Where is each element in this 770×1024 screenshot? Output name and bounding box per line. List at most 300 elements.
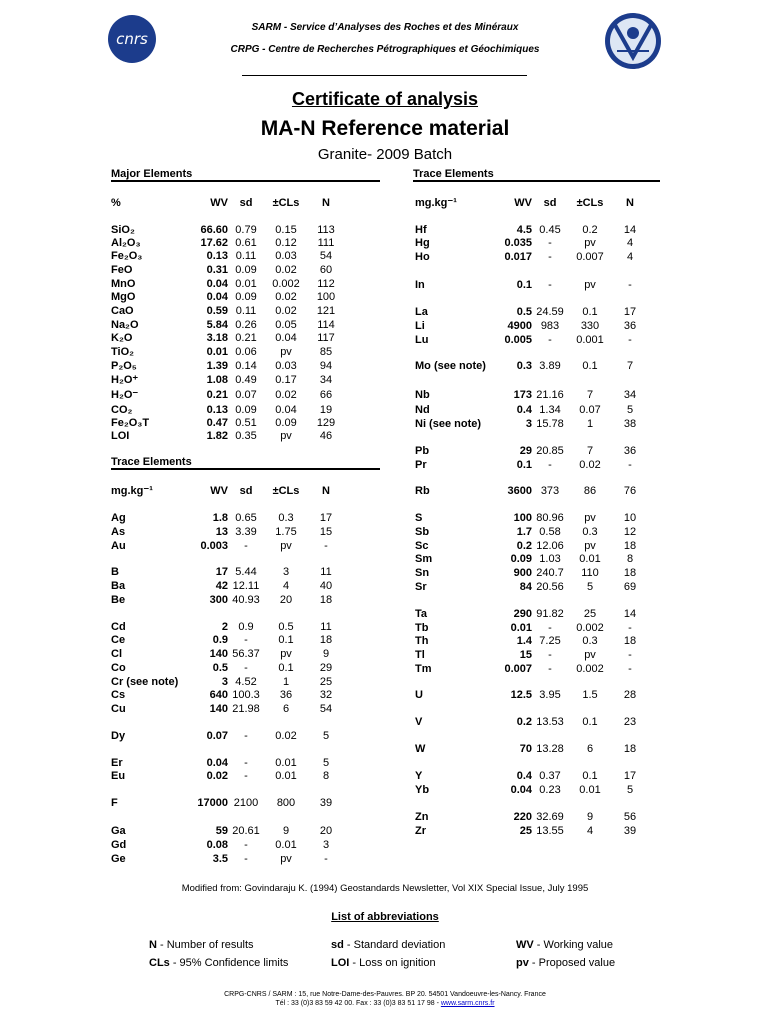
abbreviation-key: WV [516,939,534,951]
standard-deviation: 13.55 [536,825,564,837]
footer [0,990,770,1008]
standard-deviation: 0.26 [235,319,257,331]
number-of-results: - [324,540,328,552]
working-value: 1.4 [516,635,532,647]
number-of-results: 17 [623,306,637,318]
number-of-results: 114 [317,319,335,331]
working-value: 66.60 [200,224,228,236]
number-of-results: 19 [319,404,333,416]
element-name: Co [111,662,126,674]
confidence-limits: 0.5 [278,621,294,633]
element-name: Tm [415,663,432,675]
element-name: LOI [111,430,130,442]
element-name: Sm [415,553,433,565]
column-header-sd: sd [543,197,557,209]
number-of-results: - [628,649,632,661]
column-header-cls: ±CLs [576,197,604,209]
standard-deviation: 983 [540,320,560,332]
element-name: W [415,743,426,755]
standard-deviation: 0.37 [539,770,561,782]
number-of-results: 8 [322,770,330,782]
working-value: 1.82 [206,430,228,442]
number-of-results: 85 [319,346,333,358]
standard-deviation: 32.69 [536,811,564,823]
standard-deviation: - [244,839,248,851]
abbreviation-key: LOI [331,957,350,969]
number-of-results: 113 [317,224,335,236]
element-name: K₂O [111,332,133,344]
working-value: 1.7 [516,526,532,538]
confidence-limits: 0.05 [275,319,297,331]
standard-deviation: 15.78 [536,418,564,430]
number-of-results: 17 [319,512,333,524]
standard-deviation: 1.34 [539,404,561,416]
number-of-results: 11 [320,566,332,578]
number-of-results: 100 [316,291,336,303]
element-name: Ge [111,853,126,865]
confidence-limits: 7 [586,389,594,401]
standard-deviation: 0.09 [235,264,257,276]
standard-deviation: 20.61 [232,825,260,837]
working-value: 0.007 [504,663,532,675]
confidence-limits: 0.12 [275,237,297,249]
confidence-limits: pv [280,648,292,660]
confidence-limits: 0.09 [275,417,297,429]
number-of-results: 23 [623,716,637,728]
working-value: 0.04 [206,278,228,290]
working-value: 84 [519,581,532,593]
major-elements-heading: Major Elements [111,168,380,182]
number-of-results: - [628,334,632,346]
working-value: 900 [513,567,532,579]
confidence-limits: pv [280,853,292,865]
standard-deviation: 0.61 [235,237,257,249]
standard-deviation: - [548,649,552,661]
confidence-limits: 0.15 [275,224,297,236]
confidence-limits: 0.02 [275,730,297,742]
working-value: 100 [513,512,532,524]
element-name: H₂O⁺ [111,374,139,386]
working-value: 640 [209,689,228,701]
element-name: CaO [111,305,134,317]
number-of-results: 129 [316,417,336,429]
standard-deviation: - [548,237,552,249]
element-name: F [111,797,118,809]
element-name: U [415,689,423,701]
working-value: 3.18 [206,332,228,344]
confidence-limits: 0.02 [579,459,601,471]
number-of-results: 18 [623,540,637,552]
confidence-limits: 86 [583,485,597,497]
working-value: 0.31 [206,264,228,276]
confidence-limits: 36 [279,689,293,701]
number-of-results: 76 [623,485,637,497]
confidence-limits: 0.1 [278,634,294,646]
working-value: 0.47 [206,417,228,429]
element-name: Cr (see note) [111,676,179,688]
confidence-limits: 0.01 [275,839,297,851]
confidence-limits: pv [280,540,292,552]
confidence-limits: 0.02 [275,389,297,401]
element-name: Y [415,770,423,782]
footer-contact: Tél : 33 (0)3 83 59 42 00. Fax : 33 (0)3 83 51 17 98 - www.sarm.cnrs.fr [275,1000,495,1007]
standard-deviation: - [244,540,248,552]
working-value: 220 [513,811,532,823]
abbreviation-description: - Number of results [156,939,254,951]
number-of-results: 11 [320,621,332,633]
working-value: 0.04 [206,757,228,769]
working-value: 0.1 [516,459,532,471]
standard-deviation: 0.11 [235,305,257,317]
abbreviation-item [516,939,613,951]
confidence-limits: pv [584,279,596,291]
number-of-results: 60 [319,264,333,276]
element-name: Pr [415,459,427,471]
confidence-limits: 5 [586,581,594,593]
abbreviation-key: pv [516,957,529,969]
number-of-results: 10 [623,512,637,524]
element-name: S [415,512,423,524]
element-name: Nd [415,404,430,416]
column-header-sd: sd [239,197,253,209]
standard-deviation: 100.3 [232,689,260,701]
number-of-results: - [324,853,328,865]
working-value: 0.005 [504,334,532,346]
number-of-results: 5 [322,730,330,742]
element-name: CO₂ [111,404,133,416]
working-value: 25 [519,825,532,837]
trace-elements-heading-left: Trace Elements [111,456,380,470]
element-name: Na₂O [111,319,139,331]
standard-deviation: 40.93 [232,594,260,606]
element-name: Au [111,540,126,552]
working-value: 0.5 [212,662,228,674]
standard-deviation: - [548,459,552,471]
header-separator [242,75,527,76]
website-link[interactable]: www.sarm.cnrs.fr [440,1000,495,1007]
working-value: 17.62 [200,237,228,249]
number-of-results: 8 [626,553,634,565]
standard-deviation: 3.89 [539,360,561,372]
working-value: 2 [221,621,228,633]
standard-deviation: 5.44 [235,566,257,578]
element-name: Zn [415,811,429,823]
working-value: 70 [519,743,532,755]
number-of-results: 29 [319,662,333,674]
confidence-limits: 0.3 [582,526,598,538]
working-value: 0.09 [510,553,532,565]
standard-deviation: 0.07 [235,389,257,401]
working-value: 0.2 [516,540,532,552]
number-of-results: 5 [626,784,634,796]
confidence-limits: 3 [282,566,290,578]
standard-deviation: - [548,663,552,675]
confidence-limits: 0.002 [576,663,604,675]
certificate-title: Certificate of analysis [291,89,479,109]
confidence-limits: 800 [276,797,296,809]
standard-deviation: 3.95 [539,689,561,701]
confidence-limits: 0.3 [582,635,598,647]
element-name: Zr [415,825,426,837]
standard-deviation: 20.85 [536,445,564,457]
confidence-limits: 4 [282,580,290,592]
confidence-limits: 0.1 [582,770,598,782]
standard-deviation: 373 [540,485,560,497]
confidence-limits: 0.04 [275,332,297,344]
number-of-results: 4 [626,251,634,263]
confidence-limits: 0.03 [275,360,297,372]
confidence-limits: 6 [282,703,290,715]
column-header-n: N [322,485,330,497]
working-value: 0.59 [206,305,228,317]
confidence-limits: 0.3 [278,512,294,524]
standard-deviation: - [244,730,248,742]
confidence-limits: 0.2 [582,224,598,236]
abbreviation-item [149,957,288,969]
working-value: 0.2 [516,716,532,728]
element-name: Li [415,320,425,332]
standard-deviation: 0.35 [235,430,257,442]
element-name: Cl [111,648,122,660]
abbreviation-item [149,939,254,951]
material-title: MA-N Reference material [260,117,510,140]
element-name: Hf [415,224,427,236]
working-value: 300 [209,594,228,606]
number-of-results: 66 [319,389,333,401]
working-value: 290 [513,608,532,620]
working-value: 0.9 [212,634,228,646]
column-header-cls: ±CLs [272,485,300,497]
trace-elements-heading-right: Trace Elements [413,168,660,182]
number-of-results: 12 [623,526,637,538]
number-of-results: 3 [322,839,330,851]
cnrs-logo: cnrs [108,15,156,63]
standard-deviation: - [244,853,248,865]
working-value: 173 [513,389,532,401]
element-name: Tb [415,622,429,634]
confidence-limits: 1 [586,418,594,430]
abbreviation-key: N [149,939,157,951]
standard-deviation: - [548,279,552,291]
standard-deviation: 12.06 [536,540,564,552]
number-of-results: 34 [623,389,637,401]
standard-deviation: 0.14 [235,360,257,372]
confidence-limits: 0.04 [275,404,297,416]
confidence-limits: 7 [586,445,594,457]
element-name: Ni (see note) [415,418,482,430]
element-name: MnO [111,278,136,290]
working-value: 140 [209,703,228,715]
element-name: In [415,279,425,291]
sarm-logo [603,11,663,71]
number-of-results: 46 [319,430,333,442]
confidence-limits: 330 [580,320,600,332]
header-line-2: CRPG - Centre de Recherches Pétrographiques et Géochimiques [230,44,540,55]
confidence-limits: 0.1 [582,306,598,318]
number-of-results: 20 [319,825,333,837]
column-header-wv: WV [210,197,228,209]
working-value: 4.5 [516,224,532,236]
confidence-limits: pv [584,649,596,661]
standard-deviation: 0.58 [539,526,561,538]
element-name: Ho [415,251,430,263]
number-of-results: 94 [319,360,333,372]
number-of-results: 36 [623,320,637,332]
element-name: Hg [415,237,430,249]
element-name: FeO [111,264,133,276]
standard-deviation: - [548,622,552,634]
element-name: Sb [415,526,430,538]
abbreviation-item [331,939,445,951]
standard-deviation: 91.82 [536,608,564,620]
column-header-unit: % [111,197,121,209]
number-of-results: 36 [623,445,637,457]
standard-deviation: 21.16 [536,389,564,401]
working-value: 12.5 [510,689,532,701]
element-name: V [415,716,423,728]
footer-address: CRPG-CNRS / SARM : 15, rue Notre-Dame-des-Pauvres. BP 20. 54501 Vandoeuvre-les-Nancy. France [224,991,546,998]
element-name: Sc [415,540,429,552]
confidence-limits: 0.002 [576,622,604,634]
column-header-sd: sd [239,485,253,497]
working-value: 0.04 [206,291,228,303]
standard-deviation: - [244,634,248,646]
column-header-unit: mg.kg⁻¹ [111,485,153,497]
confidence-limits: pv [280,430,292,442]
standard-deviation: 0.01 [235,278,257,290]
standard-deviation: 0.21 [235,332,257,344]
number-of-results: 54 [319,703,333,715]
working-value: 0.01 [206,346,228,358]
number-of-results: 117 [317,332,335,344]
element-name: Ce [111,634,126,646]
column-header-cls: ±CLs [272,197,300,209]
element-name: Ba [111,580,126,592]
number-of-results: 18 [623,635,637,647]
abbreviation-description: - Standard deviation [343,939,446,951]
header-line-1: SARM - Service d’Analyses des Roches et des Minéraux [251,22,519,33]
number-of-results: - [628,622,632,634]
confidence-limits: 1 [282,676,290,688]
standard-deviation: 24.59 [536,306,564,318]
element-name: H₂O⁻ [111,389,139,401]
standard-deviation: 2100 [233,797,259,809]
column-header-unit: mg.kg⁻¹ [415,197,457,209]
working-value: 3.5 [212,853,228,865]
working-value: 0.4 [516,404,532,416]
standard-deviation: 21.98 [232,703,260,715]
confidence-limits: pv [584,512,596,524]
working-value: 1.08 [206,374,228,386]
standard-deviation: 20.56 [536,581,564,593]
number-of-results: 14 [623,608,637,620]
element-name: Fe₂O₃T [111,417,150,429]
element-name: Al₂O₃ [111,237,141,249]
confidence-limits: 0.01 [579,784,601,796]
standard-deviation: 3.39 [235,526,257,538]
confidence-limits: 1.75 [275,526,297,538]
number-of-results: 4 [626,237,634,249]
standard-deviation: 1.03 [539,553,561,565]
number-of-results: - [628,663,632,675]
standard-deviation: 4.52 [235,676,257,688]
abbreviation-item [331,957,436,969]
working-value: 42 [215,580,228,592]
element-name: Lu [415,334,429,346]
number-of-results: 15 [319,526,333,538]
standard-deviation: 0.11 [235,250,257,262]
element-name: Mo (see note) [415,360,486,372]
working-value: 0.017 [504,251,532,263]
working-value: 5.84 [206,319,228,331]
element-name: MgO [111,291,136,303]
number-of-results: 18 [319,594,333,606]
number-of-results: 40 [319,580,333,592]
confidence-limits: 0.1 [582,360,598,372]
confidence-limits: 0.01 [275,770,297,782]
standard-deviation: 0.45 [539,224,561,236]
standard-deviation: 12.11 [232,580,260,592]
working-value: 0.13 [206,404,228,416]
column-header-wv: WV [210,485,228,497]
working-value: 140 [209,648,228,660]
standard-deviation: 0.9 [238,621,254,633]
number-of-results: 18 [623,567,637,579]
working-value: 59 [215,825,228,837]
standard-deviation: 0.06 [235,346,257,358]
standard-deviation: 0.65 [235,512,257,524]
number-of-results: 5 [322,757,330,769]
working-value: 0.1 [516,279,532,291]
number-of-results: - [628,459,632,471]
number-of-results: 18 [623,743,637,755]
confidence-limits: 0.02 [275,305,297,317]
standard-deviation: 56.37 [232,648,260,660]
number-of-results: 56 [623,811,637,823]
element-name: Be [111,594,126,606]
confidence-limits: 9 [586,811,594,823]
working-value: 17000 [197,797,228,809]
confidence-limits: 0.001 [576,334,604,346]
standard-deviation: - [244,770,248,782]
batch-subtitle: Granite- 2009 Batch [317,146,453,163]
working-value: 0.21 [206,389,228,401]
standard-deviation: 0.79 [235,224,257,236]
working-value: 13 [215,526,228,538]
working-value: 4900 [507,320,532,332]
confidence-limits: 4 [586,825,594,837]
working-value: 3 [525,418,532,430]
number-of-results: 69 [623,581,637,593]
standard-deviation: 0.09 [235,291,257,303]
element-name: Th [415,635,429,647]
standard-deviation: 13.28 [536,743,564,755]
working-value: 29 [519,445,532,457]
confidence-limits: 0.03 [275,250,297,262]
confidence-limits: 6 [586,743,594,755]
confidence-limits: 0.007 [576,251,604,263]
number-of-results: 7 [626,360,634,372]
working-value: 17 [215,566,228,578]
element-name: Yb [415,784,430,796]
confidence-limits: 0.01 [275,757,297,769]
standard-deviation: - [548,251,552,263]
element-name: B [111,566,119,578]
column-header-n: N [626,197,634,209]
abbreviations-title: List of abbreviations [331,911,439,923]
number-of-results: 38 [623,418,637,430]
number-of-results: 121 [316,305,336,317]
